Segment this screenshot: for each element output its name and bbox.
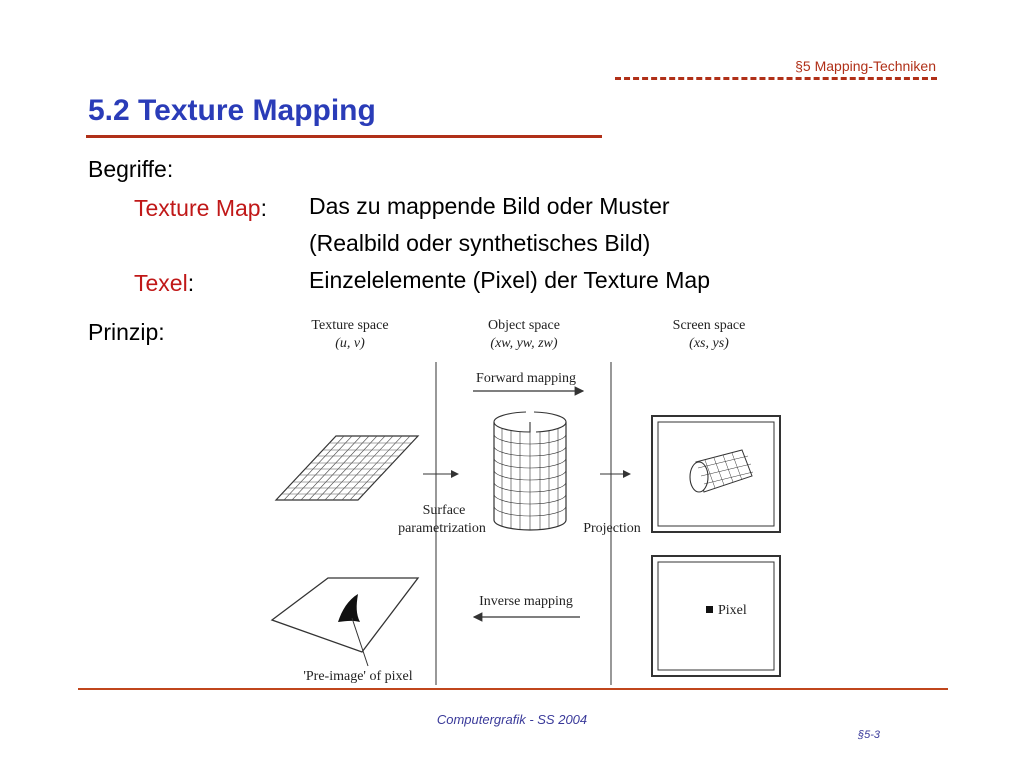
inverse-mapping-label: Inverse mapping xyxy=(479,594,573,609)
pre-image-label: 'Pre-image' of pixel xyxy=(303,669,413,684)
texel-term-row xyxy=(134,270,194,297)
surface-label-line1: Surface xyxy=(422,503,466,518)
texture-map-colon: : xyxy=(260,195,267,221)
texture-mapping-diagram xyxy=(268,310,747,690)
texture-map-definition-line2: (Realbild oder synthetisches Bild) xyxy=(309,230,651,256)
texel-definition: Einzelelemente (Pixel) der Texture Map xyxy=(309,267,710,293)
screen-bottom xyxy=(652,556,780,676)
page-number: §5-3 xyxy=(858,729,881,741)
title-underline xyxy=(86,135,602,138)
pre-image-plane xyxy=(272,578,418,666)
texture-space-title: Texture space xyxy=(311,318,389,333)
texture-map-term: Texture Map xyxy=(134,195,261,221)
surface-label-line2: parametrization xyxy=(398,521,486,536)
texel-colon: : xyxy=(187,270,195,296)
slide-title: 5.2 Texture Mapping xyxy=(88,94,376,127)
object-space-coords: (xw, yw, zw) xyxy=(490,336,558,351)
object-space-title: Object space xyxy=(488,318,560,333)
chapter-label: §5 Mapping-Techniken xyxy=(795,58,936,74)
begriffe-label: Begriffe: xyxy=(88,156,174,182)
texture-map-definition-line1: Das zu mappende Bild oder Muster xyxy=(309,193,670,219)
prinzip-label: Prinzip: xyxy=(88,319,165,345)
screen-space-coords: (xs, ys) xyxy=(689,336,729,351)
projection-label: Projection xyxy=(583,521,641,536)
cylinder-object xyxy=(494,412,566,530)
footer-course: Computergrafik - SS 2004 xyxy=(436,712,588,727)
texture-grid xyxy=(276,436,418,500)
chapter-divider xyxy=(615,77,937,80)
texture-space-coords: (u, v) xyxy=(335,336,365,351)
forward-mapping-label: Forward mapping xyxy=(476,371,576,386)
texel-term: Texel xyxy=(134,270,188,296)
screen-top xyxy=(652,416,780,532)
footer-divider xyxy=(78,688,948,690)
pixel-square xyxy=(706,606,713,613)
screen-space-title: Screen space xyxy=(672,318,746,333)
pixel-label: Pixel xyxy=(718,603,747,618)
texture-map-term-row xyxy=(134,195,267,222)
